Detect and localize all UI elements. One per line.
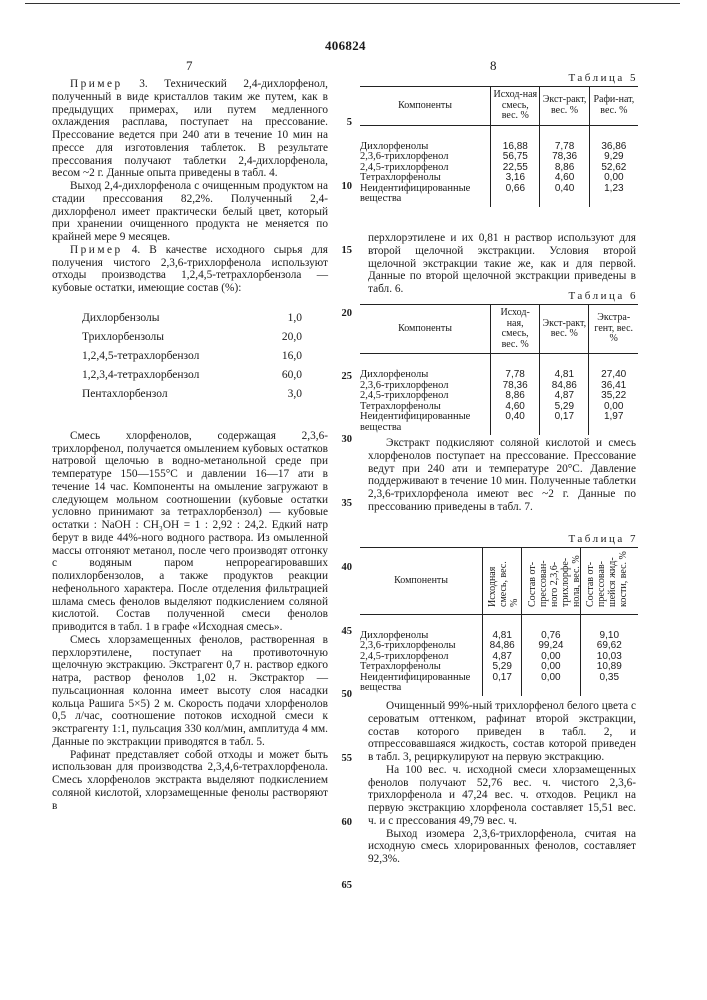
purified-paragraph: Очищенный 99%-ный трихлорфенол белого цвета с сероватым оттенком, рафинат второй экстракции, состав которого приведен в табл. 2, и отпрессовавшаяся жидкость, состав которой приведен в табл. 3, рециркулируют на первую экстракцию. [368, 700, 636, 763]
table-6-header: Компоненты [360, 305, 491, 354]
top-rule [25, 3, 680, 4]
table-6-header: Исход-ная, смесь, вес. % [491, 305, 540, 354]
table-row: 2,3,6-трихлорфенол 78,36 84,86 36,41 [360, 381, 638, 392]
table-5-caption: Таблица 5 [568, 72, 638, 84]
table-6-caption: Таблица 6 [568, 290, 638, 302]
balance-paragraph: На 100 вес. ч. исходной смеси хлорзамещенных фенолов получают 52,76 вес. ч. чистого 2,3,6-трихлорфенола и 47,24 вес. ч. отходов. Рецикл на первую экстракцию хлорфенола составляет 15,51 вес. ч. и с прессования 49,79 вес. ч. [368, 763, 636, 827]
table-row: Неидентифицированные вещества 0,17 0,00 0,35 [360, 673, 638, 696]
table-6-header: Экст-ракт, вес. % [540, 305, 589, 354]
table-6-header: Экстра-гент, вес. % [589, 305, 638, 354]
line-number: 55 [341, 753, 352, 764]
table-5-header: Экст-ракт, вес. % [540, 87, 589, 126]
example-3-paragraph: Пример 3. Технический 2,4-дихлорфенол, полученный в виде кристаллов таким же путем, как в предыдущих примерах, или путем медленного охлаждения расплава, поступает на прессование. Прессование ведется при 240 ати в течение 10 мин на прессе для изготовления таблеток. В результате прессования получают таблетки 2,4-дихлорфенола, весом ~2 г. Данные опыта приведены в табл. 4. [52, 78, 328, 180]
table-5-header: Компоненты [360, 87, 491, 126]
composition-row: Дихлорбензолы 1,0 [82, 311, 302, 324]
left-page-number: 7 [186, 58, 193, 73]
table-7 [360, 547, 638, 696]
example-4-paragraph: Пример 4. В качестве исходного сырья для получения чистого 2,3,6-трихлорфенола используют отходы производства 1,2,4,5-тетрахлорбензола — кубовые остатки, имеющие состав (%): [52, 243, 328, 294]
table-row: 2,3,6-трихлорфенолы 84,86 99,24 69,62 [360, 641, 638, 652]
table-row: 2,4,5-трихлорфенол 8,86 4,87 35,22 [360, 391, 638, 402]
final-yield-paragraph: Выход изомера 2,3,6-трихлорфенола, считая на исходную смесь хлорированных фенолов, составляет 92,3%. [368, 827, 636, 865]
extraction-paragraph: Смесь хлорзамещенных фенолов, растворенная в перхлорэтилене, поступает на противоточную щелочную экстракцию. Экстрагент 0,7 н. раствор едкого натра, раствор фенолов 1,02 н. Экстрактор — пульсационная колонна имеет высоту слоя насадки кольца Рашига 5×5) 2 м. Скорость подачи хлорфенолов 0,5 л/час, соотношение потоков исходной смеси к экстрагенту 1:1, пульсация 330 кол/мин, амплитуда 4 мм. Данные по экстракции приводятся в табл. 5. [52, 633, 328, 748]
line-number: 40 [341, 562, 352, 573]
line-number: 10 [341, 181, 352, 192]
table-5 [360, 86, 638, 207]
line-number: 5 [346, 117, 352, 128]
left-column [52, 78, 328, 812]
patent-number: 406824 [325, 38, 366, 53]
table-7-header: Состав от-прессовав-шейся жид-кости, вес. % [585, 551, 630, 607]
table-7-header: Состав от-прессован-ного 2,3,6-трихлорфе-нола, вес. % [526, 555, 582, 607]
table-row: Тетрахлорфенолы 4,60 5,29 0,00 [360, 402, 638, 413]
table-row: Неидентифицированные вещества 0,66 0,40 1,23 [360, 184, 638, 207]
line-number: 45 [341, 626, 352, 637]
line-number: 20 [341, 308, 352, 319]
after-table-5-paragraph: перхлорэтилене и их 0,81 н раствор используют для второй щелочной экстракции. Условия второй щелочной экстракции такие же, как и для первой. Данные по второй щелочной экстракции приведены в табл. 6. [368, 232, 636, 295]
raffinate-paragraph: Рафинат представляет собой отходы и может быть использован для производства 2,3,4,6-тетрахлорфенола. Смесь хлорфенолов экстракта выделяют подкислением соляной кислотой, хлорзамещенные фенолы растворяют в [52, 748, 328, 812]
table-7-block [360, 533, 638, 696]
line-number: 60 [341, 817, 352, 828]
line-number: 35 [341, 498, 352, 509]
table-row: Тетрахлорфенолы 5,29 0,00 10,89 [360, 662, 638, 673]
table-7-caption: Таблица 7 [568, 533, 638, 545]
composition-row: 1,2,4,5-тетрахлорбензол 16,0 [82, 349, 302, 362]
line-number: 65 [341, 880, 352, 891]
table-6 [360, 304, 638, 435]
table-row: Дихлорфенолы 16,88 7,78 36,86 [360, 125, 638, 152]
after-table-6-paragraph: Экстракт подкисляют соляной кислотой и смесь хлорфенолов поступает на прессование. Прессование ведут при 240 ати и температуре 20°С. Давление поддерживают в течение 10 мин. Полученные таблетки 2,3,6-трихлорфенола имеют вес ~2 г. Данные по прессованию приведены в табл. 7. [368, 437, 636, 513]
line-number: 15 [341, 245, 352, 256]
table-row: 2,4,5-трихлорфенол 22,55 8,86 52,62 [360, 163, 638, 174]
line-number: 30 [341, 434, 352, 445]
table-row: 2,3,6-трихлорфенол 56,75 78,36 9,29 [360, 152, 638, 163]
table-5-header: Рафи-нат, вес. % [589, 87, 638, 126]
example-3-label: Пример [70, 78, 123, 90]
right-text-block-2 [368, 437, 636, 514]
table-7-header: Компоненты [360, 548, 483, 615]
table-5-header: Исход-ная смесь, вес. % [491, 87, 540, 126]
composition-list [82, 309, 302, 404]
table-row: Тетрахлорфенолы 3,16 4,60 0,00 [360, 173, 638, 184]
yield-paragraph: Выход 2,4-дихлорфенола с очищенным продуктом на стадии прессования 82,2%. Полученный 2,4-дихлорфенол имеет практически белый цвет, который при хранении очищенного продукта не меняется по крайней мере 9 месяцев. [52, 180, 328, 243]
right-page-number: 8 [490, 58, 497, 73]
table-7-header: Исходная смесь, вес. % [487, 561, 521, 607]
composition-row: 1,2,3,4-тетрахлорбензол 60,0 [82, 368, 302, 381]
line-number: 25 [341, 371, 352, 382]
table-row: Дихлорфенолы 7,78 4,81 27,40 [360, 354, 638, 381]
table-row: 2,4,5-трихлорфенол 4,87 0,00 10,03 [360, 652, 638, 663]
table-6-block [360, 290, 638, 435]
right-text-block-1 [368, 232, 636, 296]
line-number: 50 [341, 689, 352, 700]
right-text-block-3 [368, 700, 636, 866]
saponification-paragraph: Смесь хлорфенолов, содержащая 2,3,6-трихлорфенол, получается омылением кубовых остатков натровой щелочью в водно-метанольной среде при температуре 150—155°С и давлении 16—17 ати в течение 14 час. Компоненты на омыление загружают в следующем мольном соотношении (кубовые остатки условно принимают за тетрахлорбензол) — кубовые остатки : NaOH : CH₃OH = 1 : 2,92 : 24,2. Едкий натр берут в виде 44%-ного водного раствора. Из омыленной массы отгоняют метанол, после чего производят отгонку с водяным паром непрореагировавших полихлорбензолов, а также продуктов реакции нефенольного характера. После отделения фильтрацией шлама смесь фенолов выделяют подкислением соляной кислотой. Состав полученной смеси фенолов приводится в табл. 1 в графе «Исходная смесь». [52, 429, 328, 633]
composition-row: Трихлорбензолы 20,0 [82, 330, 302, 343]
table-row: Дихлорфенолы 4,81 0,76 9,10 [360, 614, 638, 641]
composition-row: Пентахлорбензол 3,0 [82, 387, 302, 400]
table-row: Неидентифицированные вещества 0,40 0,17 1,97 [360, 412, 638, 435]
table-5-block [360, 72, 638, 207]
example-4-label: Пример [70, 243, 123, 256]
